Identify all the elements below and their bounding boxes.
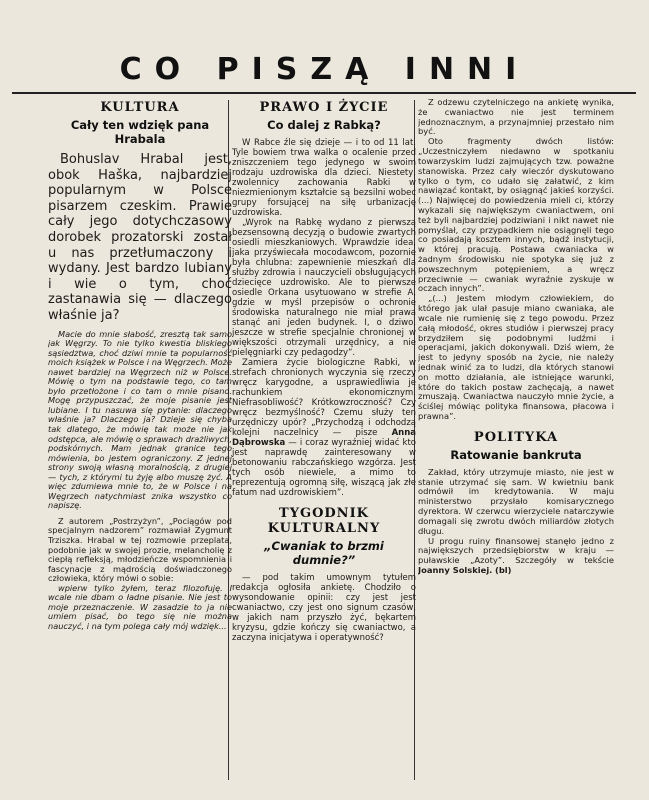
- polityka-headline: Ratowanie bankruta: [450, 447, 582, 462]
- ankieta-paragraph-3: „(...) Jestem młodym człowiekiem, do którego jak ulał pasuje miano cwaniaka, ale wcale nie rumienię się z tego powodu. Przez całą młodość, okres studiów i pierwszej pracy brzydziłem się podobnymi ludźmi i operacjami, jakich dokonywali. Dziś wiem, że jest to jedyny sposób na życie, nie należy jednak winić za to ludzi, dla których stanowi on motto działania, ale istniejące warunki, które do takich postaw zachęcają, a nawet zmuszają. Cwaniactwa nauczyło mnie życie, a ściślej mówiąc polityka finansowa, płacowa i prawna”.: [418, 293, 614, 421]
- prawo-author: Anna Dąbrowska: [232, 428, 416, 448]
- masthead-title: CO PISZĄ INNI: [119, 52, 530, 87]
- section-prawo-title: PRAWO I ŻYCIE: [259, 100, 389, 115]
- polityka-paragraph-2: U progu ruiny finansowej stanęło jedno z największych przedsiębiorstw w kraju — puławskie „Azoty”. Szczegóły w tekście Joanny Solskiej. (bl): [418, 535, 614, 575]
- ankieta-paragraph-2: Oto fragmenty dwóch listów: „Uczestniczyłem niedawno w spotkaniu towarzyskim ludzi zajmujących tzw. poważne stanowiska. Przez cały wieczór dyskutowano tylko o tym, co udało się załatwić, z kim nawiązać kontakt, by osiągnąć jakieś korzyści. (...) Najwięcej do powiedzenia mieli ci, którzy wykazali się największym cwaniactwem, oni też byli najbardziej podziwiani i nikt nawet nie pomyślał, czy przypadkiem nie osiągnęli tego co posiadają kosztem innych, bądź instytucji, w której pracują. Postawa cwaniacka w żadnym środowisku nie spotyka się już z powszechnym potępieniem, a wręcz przeciwnie — cwaniak wyraźnie zyskuje w oczach innych”.: [418, 136, 614, 294]
- kultura-quote: Macie do mnie słabość, zresztą tak samo jak Węgrzy. To nie tylko kwestia bliskiego sąsiedztwa, choć dziwi mnie ta popularność moich książek w Polsce i na Węgrzech. Może nawet bardziej na Węgrzech niż w Polsce. Mówię o tym na podstawie tego, co tam było przetłożone i co tam o mnie pisano. Mogę przypuszczać, że moje pisanie jest lubiane. I tu nasuwa się pytanie: dlaczego właśnie ja? Dlaczego ja? Dzieje się chyba tak dlatego, że mówię tak może nie jak odstępca, ale mówię o sprawach drażliwych, podskórnych. Mam jednak granice tego mówienia, bo jestem ograniczony. Z jednej strony swoją własną moralnością, z drugiej — tych, z którymi tu żyję albo muszę żyć. A więc zdumiewa mnie to, że w Polsce i na Węgrzech natychmiast znika wszystko co napiszę.: [48, 328, 232, 511]
- section-polityka-title: POLITYKA: [473, 429, 559, 445]
- masthead-rule: [12, 92, 636, 94]
- ankieta-paragraph-1: Z odzewu czytelniczego na ankietę wynika, że cwaniactwo nie jest terminem jednoznacznym, a przynajmniej przestało nim być.: [418, 98, 614, 137]
- prawo-paragraph-1: W Rabce źle się dzieje — i to od 11 lat. Tyle bowiem trwa walka o ocalenie przed zniszczeniem tego jedynego w swoim rodzaju uzdrowiska dla dzieci. Niestety, zwolennicy zachowania Rabki w niezmienionym kształcie są bezsilni wobec grupy forsującej na siłę urbanizację uzdrowiska.: [232, 138, 416, 218]
- kultura-headline: Cały ten wdzięk pana Hrabala: [70, 118, 210, 146]
- kultura-closing: wpierw tylko żyłem, teraz filozofuję. I wcale nie dbam o ładne pisanie. Nie jest to moje przeznaczenie. W zasadzie to ja nie umiem pisać, bo tego się nie można nauczyć, i na tym polega cały mój wdzięk...: [48, 582, 232, 631]
- section-tygodnik-title: TYGODNIK KULTURALNY: [267, 506, 381, 536]
- tygodnik-paragraph-1: — pod takim umownym tytułem redakcja ogłosiła ankietę. Chodziło o wysondowanie opinii: czy jest jest cwaniactwo, czy jest ono signum czasów, w jakich nam przyszło żyć, bękartem kryzysu, gdzie kończy się cwaniactwo, a zaczyna inicjatywa i operatywność?: [232, 573, 416, 643]
- kultura-lead: Bohuslav Hrabal jest, obok Haška, najbardziej popularnym w Polsce pisarzem czeskim. Prawie cały jego dotychczasowy dorobek prozatorski został u nas przetłumaczony i wydany. Jest bardzo lubiany i wie o tym, choć zastanawia się — dlaczego właśnie ja?: [48, 152, 232, 323]
- polityka-paragraph-1: Zakład, który utrzymuje miasto, nie jest w stanie utrzymać się sam. W kwietniu bank odmówił im kredytowania. W maju ministerstwo przysłało komisarycznego dyrektora. W czerwcu wierzyciele natarczywie domagali się zwrotu dwóch miliardów złotych długu.: [418, 466, 614, 536]
- prawo-paragraph-3: Zamiera życie biologiczne Rabki, w strefach chronionych wyczynia się rzeczy wręcz karygodne, a usprawiedliwia je rachunkiem ekonomicznym. Niefrasobliwość? Krótkowzroczność? Czy wręcz bezmyślność? Czemu służy ten urzędniczy upór? „Przychodzą i odchodzą kolejni naczelnicy — pisze Anna Dąbrowska — i coraz wyraźniej widać kto jest naprawdę zainteresowany w betonowaniu rabczańskiego wzgórza. Jest tych osób niewiele, a mimo to reprezentują ogromną siłę, wiszącą jak złe fatum nad uzdrowiskiem”.: [232, 358, 416, 498]
- column-kultura: [48, 98, 232, 788]
- column-polityka: [418, 98, 614, 788]
- tygodnik-headline: „Cwaniak to brzmi dumnie?”: [264, 539, 384, 567]
- polityka-signature: (bl): [495, 564, 512, 575]
- prawo-paragraph-2: „Wyrok na Rabkę wydano z pierwszą bezsensowną decyzją o budowie zwartych osiedli mieszkaniowych. Wprawdzie idea, jaka przyświecała mocodawcom, pozornie była chlubna: zapewnienie mieszkań dla służby zdrowia i nauczycieli obsługujących dziecięce uzdrowisko. Ale to pierwsze osiedle Orkana usytuowano w strefie A, gdzie w myśl przepisów o ochronie środowiska naturalnego nie miał prawa stanąć ani jeden budynek. I, o dziwo, jeszcze w strefie specjalnie chronionej w większości otrzymali urzędnicy, a nie pielęgniarki czy pedagodzy”.: [232, 218, 416, 358]
- prawo-headline: Co dalej z Rabką?: [267, 118, 381, 132]
- column-prawo: [232, 98, 416, 788]
- kultura-body: Z autorem „Postrzyżyn”, „Pociągów pod specjalnym nadzorem” rozmawiał Zygmunt Trziszka. Hrabal w tej rozmowie przeplata, podobnie jak w swojej prozie, melancholię z ciepłą refleksją, młodzieńcze wspomnienia i fascynacje z mądrością doświadczonego człowieka, który mówi o sobie:: [48, 515, 232, 584]
- polityka-author: Joanny Solskiej.: [418, 564, 493, 575]
- section-kultura-title: KULTURA: [100, 100, 180, 115]
